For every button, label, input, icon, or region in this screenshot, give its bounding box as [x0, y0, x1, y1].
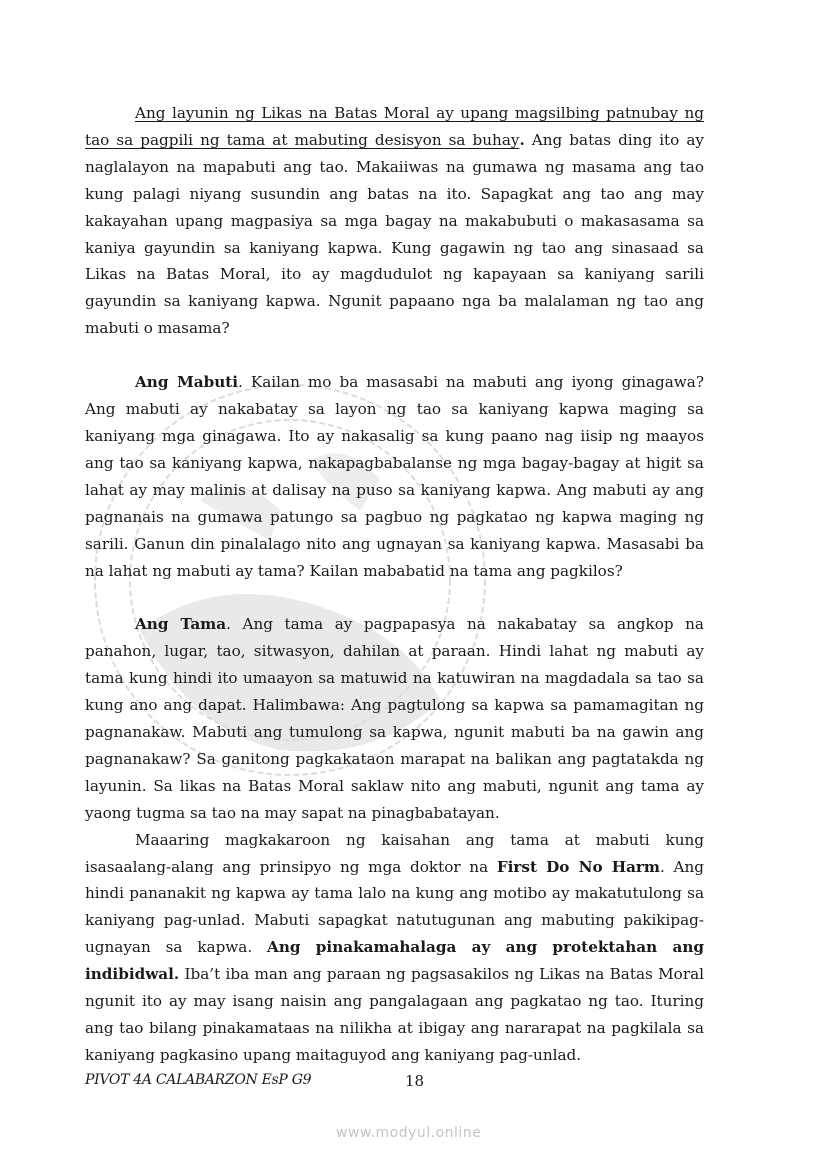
paragraph-text: Iba’t iba man ang paraan ng pagsasakilos ng Likas na Batas Moral ngunit ito ay may isang naisin ang pangalagaan ang pagkatao ng tao. Ituring ang tao bilang pinakamataas na nilikha at ibigay ang nararapat na pagkilala sa kaniyang pagkasino upang maitaguyod ang kaniyang pag-unlad.: [85, 965, 704, 1064]
section-heading-ang-tama: Ang Tama: [135, 615, 227, 634]
paragraph-text: Maaaring magkakaroon ng kaisahan ang tama at mabuti kung isasaalang-alang ang prinsipyo ng mga doktor na: [85, 830, 704, 876]
underlined-thesis: Ang layunin ng Likas na Batas Moral ay upang magsilbing patnubay ng tao sa pagpili ng tama at mabuting desisyon sa buhay: [85, 104, 704, 149]
paragraph-ang-mabuti: [85, 369, 704, 584]
paragraph-first-do-no-harm: [85, 827, 704, 1069]
paragraph-ang-tama: [85, 611, 704, 826]
paragraph-likas-na-batas-moral: [85, 100, 704, 342]
paragraph-text: . Kailan mo ba masasabi na mabuti ang iyong ginagawa? Ang mabuti ay nakabatay sa layon ng tao sa kaniyang kapwa maging sa kaniyang mga ginagawa. Ito ay nakasalig sa kung paano nag iisip ng maayos ang tao sa kaniyang kapwa, nakapagbabalanse ng mga bagay-bagay at higit sa lahat ay may malinis at dalisay na puso sa kaniyang kapwa. Ang mabuti ay ang pagnanais na gumawa patungo sa pagbuo ng pagkatao ng kapwa maging ng sarili. Ganun din pinalalago nito ang ugnayan sa kaniyang kapwa. Masasabi ba na lahat ng mabuti ay tama? Kailan mababatid na tama ang pagkilos?: [85, 373, 704, 580]
body-text: [85, 100, 704, 1069]
bold-key-statement: Ang pinakamahalaga ay ang protektahan ang indibidwal.: [85, 938, 704, 984]
paragraph-text: . Ang hindi pananakit ng kapwa ay tama lalo na kung ang motibo ay makatutulong sa kaniyang pag-unlad. Mabuti sapagkat natutugunan ang mabuting pakikipag-ugnayan sa kapwa.: [85, 857, 704, 957]
paragraph-text: . Ang tama ay pagpapasya na nakabatay sa angkop na panahon, lugar, tao, sitwasyon, dahilan at paraan. Hindi lahat ng mabuti ay tama kung hindi ito umaayon sa matuwid na katuwiran na magdadala sa tao sa kung ano ang dapat. Halimbawa: Ang pagtulong sa kapwa sa pamamagitan ng pagnanakaw. Mabuti ang tumulong sa kapwa, ngunit mabuti ba na gawin ang pagnanakaw? Sa ganitong pagkakataon marapat na balikan ang pagtatakda ng layunin. Sa likas na Batas Moral saklaw nito ang mabuti, ngunit ang tama ay yaong tugma sa tao na may sapat na pinagbabatayan.: [85, 615, 704, 822]
bold-first-do-no-harm: First Do No Harm: [496, 857, 660, 876]
page-number: 18: [405, 1072, 425, 1090]
section-heading-ang-mabuti: Ang Mabuti: [135, 373, 239, 392]
footer-module-label: PIVOT 4A CALABARZON EsP G9: [85, 1072, 312, 1088]
website-watermark: www.modyul.online: [336, 1125, 482, 1141]
thesis-period: .: [519, 130, 525, 149]
paragraph-text: Ang batas ding ito ay naglalayon na mapabuti ang tao. Makaiiwas na gumawa ng masama ang tao kung palagi niyang susundin ang batas na ito. Sapagkat ang tao ang may kakayahan upang magpasiya sa mga bagay na makabubuti o makasasama sa kaniya gayundin sa kaniyang kapwa. Kung gagawin ng tao ang sinasaad sa Likas na Batas Moral, ito ay magdudulot ng kapayaan sa kaniyang sarili gayundin sa kaniyang kapwa. Ngunit papaano nga ba malalaman ng tao ang mabuti o masama?: [85, 130, 704, 338]
